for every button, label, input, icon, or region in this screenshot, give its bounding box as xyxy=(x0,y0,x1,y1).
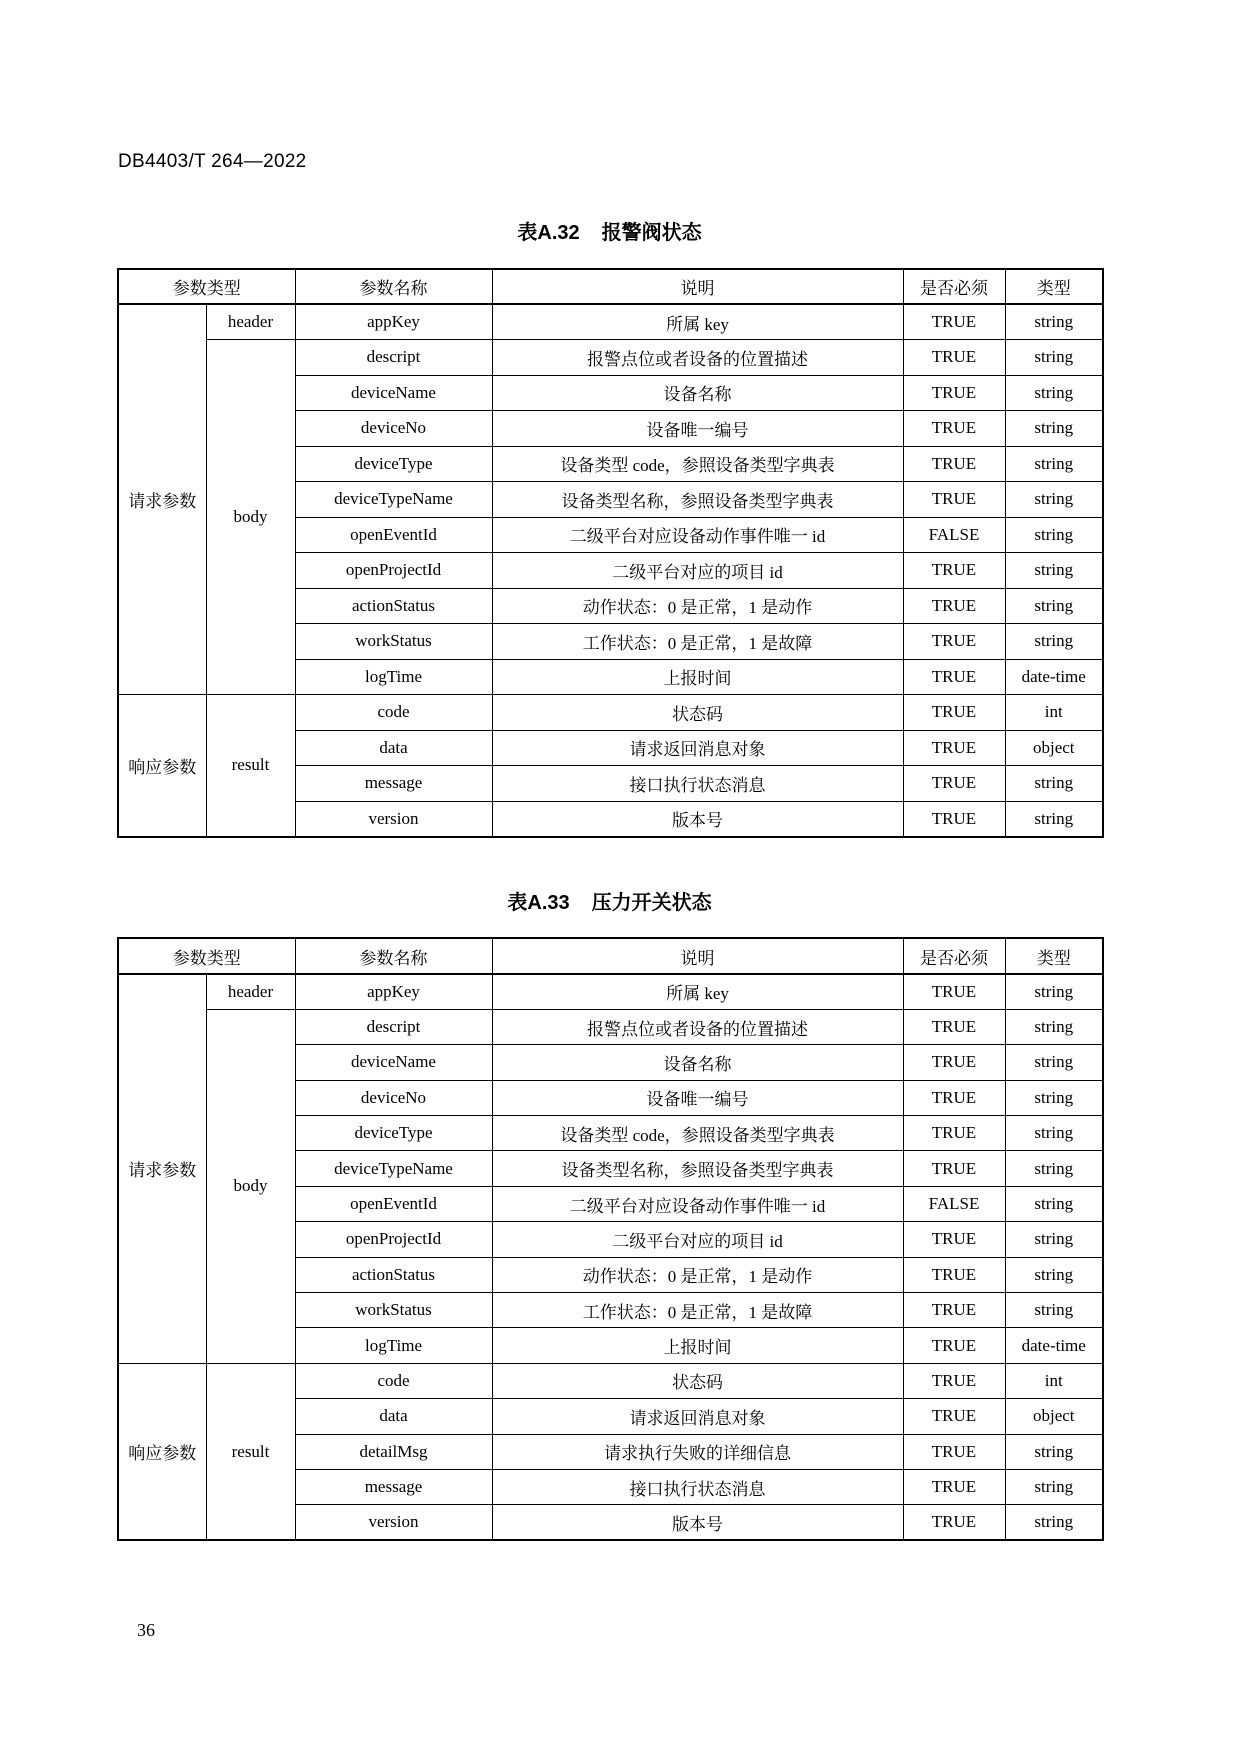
type-cell: string xyxy=(1005,801,1103,837)
required-cell: TRUE xyxy=(903,974,1005,1009)
required-cell: TRUE xyxy=(903,1399,1005,1434)
description-cell: 版本号 xyxy=(492,1505,903,1540)
type-cell: string xyxy=(1005,588,1103,624)
header-cell-type: 类型 xyxy=(1005,938,1103,974)
header-cell-required: 是否必须 xyxy=(903,269,1005,304)
type-cell: int xyxy=(1005,1363,1103,1398)
param-name-cell: openProjectId xyxy=(295,553,492,589)
type-cell: date-time xyxy=(1005,659,1103,695)
description-cell: 请求执行失败的详细信息 xyxy=(492,1434,903,1469)
param-name-cell: message xyxy=(295,766,492,802)
table-number: 表A.32 xyxy=(517,222,580,244)
type-cell: string xyxy=(1005,1080,1103,1115)
description-cell: 设备唯一编号 xyxy=(492,411,903,447)
type-cell: string xyxy=(1005,375,1103,411)
required-cell: TRUE xyxy=(903,1434,1005,1469)
required-cell: TRUE xyxy=(903,1328,1005,1363)
type-cell: string xyxy=(1005,1222,1103,1257)
type-cell: string xyxy=(1005,974,1103,1009)
table-row xyxy=(118,1009,1103,1044)
parameter-table xyxy=(117,937,1104,1541)
param-name-cell: appKey xyxy=(295,304,492,340)
required-cell: FALSE xyxy=(903,1186,1005,1221)
param-location-cell: header xyxy=(206,304,295,340)
required-cell: TRUE xyxy=(903,1469,1005,1504)
required-cell: TRUE xyxy=(903,340,1005,376)
table-caption xyxy=(117,220,1102,246)
param-name-cell: logTime xyxy=(295,659,492,695)
description-cell: 设备名称 xyxy=(492,375,903,411)
required-cell: TRUE xyxy=(903,624,1005,660)
type-cell: string xyxy=(1005,553,1103,589)
required-cell: TRUE xyxy=(903,659,1005,695)
header-cell-param-type: 参数类型 xyxy=(118,269,295,304)
type-cell: string xyxy=(1005,304,1103,340)
table-row xyxy=(118,1363,1103,1398)
param-name-cell: message xyxy=(295,1469,492,1504)
header-row xyxy=(118,938,1103,974)
table-row xyxy=(118,695,1103,731)
type-cell: string xyxy=(1005,1505,1103,1540)
param-name-cell: workStatus xyxy=(295,1293,492,1328)
description-cell: 工作状态：0 是正常，1 是故障 xyxy=(492,1293,903,1328)
table-name: 压力开关状态 xyxy=(591,892,712,914)
param-category-cell: 响应参数 xyxy=(118,1363,206,1540)
required-cell: TRUE xyxy=(903,1009,1005,1044)
description-cell: 接口执行状态消息 xyxy=(492,766,903,802)
param-name-cell: version xyxy=(295,801,492,837)
description-cell: 二级平台对应设备动作事件唯一 id xyxy=(492,1186,903,1221)
type-cell: string xyxy=(1005,1009,1103,1044)
header-cell-param-name: 参数名称 xyxy=(295,269,492,304)
param-name-cell: descript xyxy=(295,1009,492,1044)
type-cell: string xyxy=(1005,624,1103,660)
param-category-cell: 响应参数 xyxy=(118,695,206,837)
description-cell: 二级平台对应设备动作事件唯一 id xyxy=(492,517,903,553)
required-cell: TRUE xyxy=(903,588,1005,624)
header-cell-type: 类型 xyxy=(1005,269,1103,304)
description-cell: 上报时间 xyxy=(492,1328,903,1363)
description-cell: 上报时间 xyxy=(492,659,903,695)
param-name-cell: openEventId xyxy=(295,517,492,553)
description-cell: 所属 key xyxy=(492,304,903,340)
required-cell: TRUE xyxy=(903,1363,1005,1398)
type-cell: string xyxy=(1005,1293,1103,1328)
required-cell: TRUE xyxy=(903,730,1005,766)
description-cell: 设备类型名称，参照设备类型字典表 xyxy=(492,482,903,518)
param-location-cell: body xyxy=(206,340,295,695)
param-name-cell: code xyxy=(295,695,492,731)
type-cell: string xyxy=(1005,1257,1103,1292)
description-cell: 请求返回消息对象 xyxy=(492,730,903,766)
table-header xyxy=(118,269,1103,304)
table-row xyxy=(118,974,1103,1009)
required-cell: TRUE xyxy=(903,766,1005,802)
table-body xyxy=(118,974,1103,1540)
param-name-cell: workStatus xyxy=(295,624,492,660)
type-cell: object xyxy=(1005,730,1103,766)
required-cell: TRUE xyxy=(903,1222,1005,1257)
description-cell: 报警点位或者设备的位置描述 xyxy=(492,1009,903,1044)
header-cell-description: 说明 xyxy=(492,269,903,304)
type-cell: string xyxy=(1005,411,1103,447)
type-cell: string xyxy=(1005,1045,1103,1080)
required-cell: TRUE xyxy=(903,1116,1005,1151)
param-location-cell: result xyxy=(206,695,295,837)
header-row xyxy=(118,269,1103,304)
description-cell: 设备类型 code，参照设备类型字典表 xyxy=(492,446,903,482)
param-name-cell: detailMsg xyxy=(295,1434,492,1469)
standard-number: DB4403/T 264—2022 xyxy=(118,151,307,172)
description-cell: 状态码 xyxy=(492,1363,903,1398)
required-cell: TRUE xyxy=(903,1080,1005,1115)
param-location-cell: result xyxy=(206,1363,295,1540)
page-number: 36 xyxy=(137,1620,155,1640)
param-name-cell: descript xyxy=(295,340,492,376)
param-name-cell: deviceNo xyxy=(295,1080,492,1115)
param-name-cell: version xyxy=(295,1505,492,1540)
description-cell: 工作状态：0 是正常，1 是故障 xyxy=(492,624,903,660)
description-cell: 二级平台对应的项目 id xyxy=(492,553,903,589)
type-cell: string xyxy=(1005,517,1103,553)
description-cell: 版本号 xyxy=(492,801,903,837)
required-cell: TRUE xyxy=(903,446,1005,482)
description-cell: 设备名称 xyxy=(492,1045,903,1080)
param-name-cell: appKey xyxy=(295,974,492,1009)
param-name-cell: data xyxy=(295,730,492,766)
description-cell: 设备类型 code，参照设备类型字典表 xyxy=(492,1116,903,1151)
required-cell: TRUE xyxy=(903,304,1005,340)
table-body xyxy=(118,304,1103,837)
description-cell: 状态码 xyxy=(492,695,903,731)
description-cell: 所属 key xyxy=(492,974,903,1009)
type-cell: string xyxy=(1005,1116,1103,1151)
param-category-cell: 请求参数 xyxy=(118,974,206,1363)
param-name-cell: deviceName xyxy=(295,375,492,411)
description-cell: 动作状态：0 是正常，1 是动作 xyxy=(492,1257,903,1292)
param-location-cell: header xyxy=(206,974,295,1009)
table-name: 报警阀状态 xyxy=(601,222,702,244)
required-cell: TRUE xyxy=(903,801,1005,837)
header-cell-description: 说明 xyxy=(492,938,903,974)
type-cell: date-time xyxy=(1005,1328,1103,1363)
type-cell: object xyxy=(1005,1399,1103,1434)
required-cell: TRUE xyxy=(903,482,1005,518)
required-cell: TRUE xyxy=(903,1257,1005,1292)
type-cell: string xyxy=(1005,340,1103,376)
parameter-table xyxy=(117,268,1104,838)
required-cell: TRUE xyxy=(903,1505,1005,1540)
type-cell: string xyxy=(1005,446,1103,482)
param-name-cell: code xyxy=(295,1363,492,1398)
description-cell: 接口执行状态消息 xyxy=(492,1469,903,1504)
required-cell: FALSE xyxy=(903,517,1005,553)
param-name-cell: actionStatus xyxy=(295,1257,492,1292)
param-name-cell: deviceTypeName xyxy=(295,482,492,518)
param-category-cell: 请求参数 xyxy=(118,304,206,695)
type-cell: string xyxy=(1005,1434,1103,1469)
header-cell-param-name: 参数名称 xyxy=(295,938,492,974)
param-name-cell: deviceName xyxy=(295,1045,492,1080)
type-cell: string xyxy=(1005,1186,1103,1221)
type-cell: string xyxy=(1005,766,1103,802)
description-cell: 二级平台对应的项目 id xyxy=(492,1222,903,1257)
param-name-cell: deviceType xyxy=(295,1116,492,1151)
param-name-cell: deviceType xyxy=(295,446,492,482)
type-cell: string xyxy=(1005,482,1103,518)
required-cell: TRUE xyxy=(903,1045,1005,1080)
description-cell: 动作状态：0 是正常，1 是动作 xyxy=(492,588,903,624)
param-name-cell: deviceNo xyxy=(295,411,492,447)
param-name-cell: openProjectId xyxy=(295,1222,492,1257)
required-cell: TRUE xyxy=(903,411,1005,447)
header-cell-param-type: 参数类型 xyxy=(118,938,295,974)
type-cell: string xyxy=(1005,1151,1103,1186)
required-cell: TRUE xyxy=(903,695,1005,731)
table-number: 表A.33 xyxy=(507,892,570,914)
table-row xyxy=(118,340,1103,376)
description-cell: 设备唯一编号 xyxy=(492,1080,903,1115)
type-cell: int xyxy=(1005,695,1103,731)
description-cell: 报警点位或者设备的位置描述 xyxy=(492,340,903,376)
type-cell: string xyxy=(1005,1469,1103,1504)
required-cell: TRUE xyxy=(903,1293,1005,1328)
param-name-cell: logTime xyxy=(295,1328,492,1363)
header-cell-required: 是否必须 xyxy=(903,938,1005,974)
description-cell: 请求返回消息对象 xyxy=(492,1399,903,1434)
table-caption xyxy=(117,890,1102,916)
param-location-cell: body xyxy=(206,1009,295,1363)
param-name-cell: actionStatus xyxy=(295,588,492,624)
description-cell: 设备类型名称，参照设备类型字典表 xyxy=(492,1151,903,1186)
param-name-cell: deviceTypeName xyxy=(295,1151,492,1186)
required-cell: TRUE xyxy=(903,553,1005,589)
required-cell: TRUE xyxy=(903,375,1005,411)
param-name-cell: data xyxy=(295,1399,492,1434)
table-row xyxy=(118,304,1103,340)
param-name-cell: openEventId xyxy=(295,1186,492,1221)
table-header xyxy=(118,938,1103,974)
required-cell: TRUE xyxy=(903,1151,1005,1186)
